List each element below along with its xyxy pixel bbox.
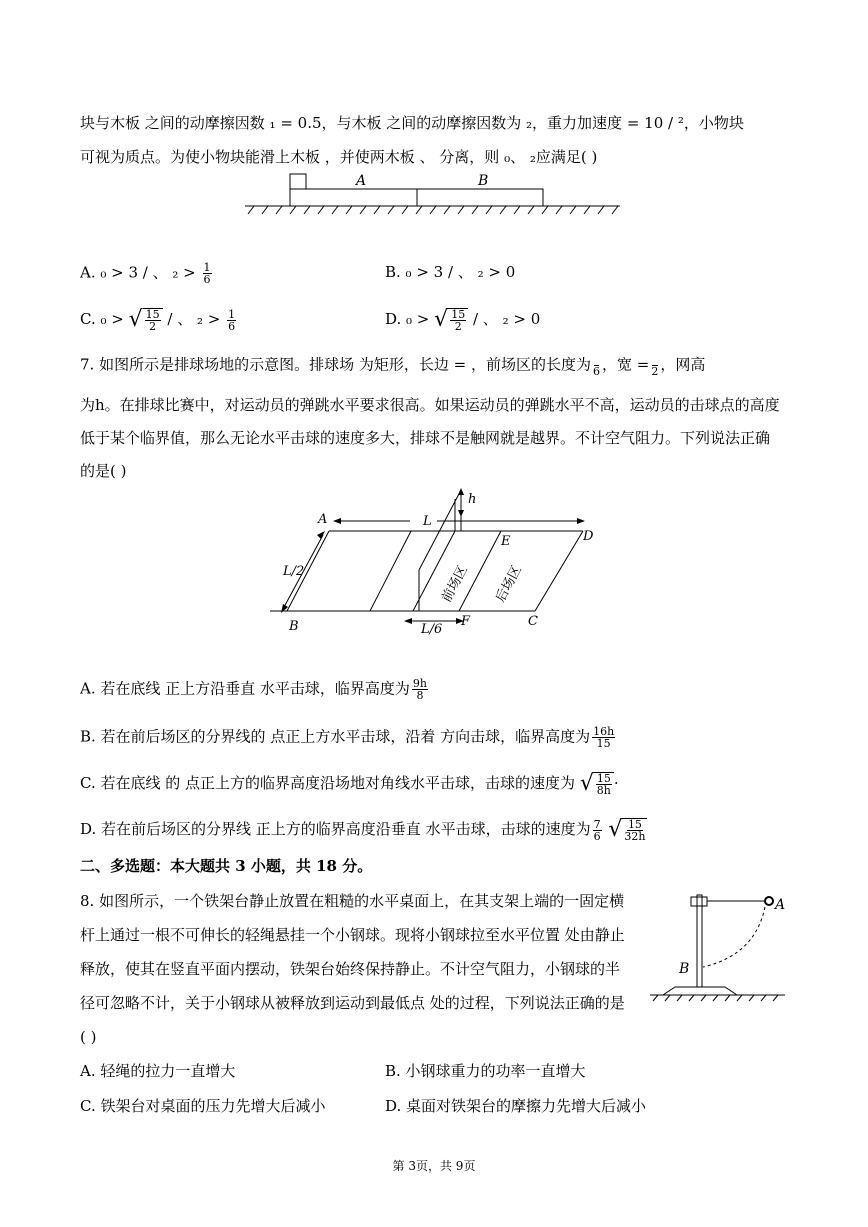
q8-text-line4: 径可忽略不计，关于小钢球从被释放到运动到最低点 处的过程，下列说法正确的是 [80, 994, 625, 1012]
label-b: B [289, 619, 299, 634]
label-a: A [775, 897, 786, 913]
stand-pole [697, 895, 702, 987]
ball-a [765, 897, 773, 905]
clamp [691, 897, 707, 906]
label-board-b: B [478, 173, 489, 189]
swing-path [703, 907, 765, 967]
label-b: B [679, 961, 690, 977]
q6-text-line2: 可视为质点。为使小物块能滑上木板 ，并使两木板 、 分离，则 ₀、 ₂应满足( ) [80, 148, 598, 166]
q8-option-b: B. 小钢球重力的功率一直增大 [385, 1062, 586, 1080]
q8-option-c: C. 铁架台对桌面的压力先增大后减小 [80, 1097, 326, 1115]
q7-option-b: B. 若在前后场区的分界线的 点正上方水平击球，沿着 方向击球，临界高度为 $\frac{16h}{15}$ [80, 725, 615, 750]
label-c: C [528, 614, 538, 629]
court-right-edge [535, 531, 583, 611]
label-f: F [461, 614, 471, 629]
label-front-zone: 前场区 [439, 563, 471, 605]
iron-stand-figure [645, 885, 795, 1005]
page-footer: 第 3页，共 9页 [392, 1159, 476, 1173]
q6-board-figure [240, 172, 625, 217]
q7-option-d: D. 若在前后场区的分界线 正上方的临界高度沿垂直 水平击球，击球的速度为 $\frac{7}{6}$ √ $\frac{15}{32h}$ [80, 817, 646, 843]
q6-option-a: A. ₀ > 3 / 、 ₂ > $\frac{1}{6}$ [80, 261, 211, 286]
q6-option-c: C. ₀ > √ $\frac{15}{2}$ / 、 ₂ > $\frac{1}{6}$ [80, 307, 236, 333]
board-a [290, 189, 417, 206]
label-l: L [423, 514, 432, 529]
q7-text-line2: 为h。在排球比赛中，对运动员的弹跳水平要求很高。如果运动员的弹跳水平不高，运动员的击球点的高度 [80, 396, 780, 414]
attack-line-left [370, 531, 411, 611]
stand-base [663, 987, 737, 995]
q8-text-line5: ( ) [80, 1028, 97, 1046]
section-heading-multi-choice: 二、多选题：本大题共 3 小题，共 18 分。 [80, 857, 373, 875]
q7-option-c: C. 若在底线 的 点正上方的临界高度沿场地对角线水平击球，击球的速度为 √ $\frac{15}{8h}$ · [80, 771, 619, 797]
ground-hatching [248, 206, 618, 214]
label-back-zone: 后场区 [493, 563, 525, 605]
q6-text-line1: 块与木板 之间的动摩擦因数 ₁ = 0.5，与木板 之间的动摩擦因数为 ₂，重力加速度 = 10 / ²，小物块 [80, 114, 744, 132]
q8-text-line3: 释放，使其在竖直平面内摆动，铁架台始终保持静止。不计空气阻力，小钢球的半 [80, 960, 621, 978]
label-d: D [583, 529, 594, 544]
q6-option-d: D. ₀ > √ $\frac{15}{2}$ / 、 ₂ > 0 [385, 307, 541, 333]
q8-option-a: A. 轻绳的拉力一直增大 [80, 1062, 236, 1080]
q7-option-a: A. 若在底线 正上方沿垂直 水平击球，临界高度为 $\frac{9h}{8}$ [80, 677, 428, 702]
small-block [290, 174, 306, 189]
q6-option-b: B. ₀ > 3 / 、 ₂ > 0 [385, 263, 516, 281]
board-b [417, 189, 543, 206]
q7-text-line4: 的是( ) [80, 462, 127, 480]
label-a: A [318, 512, 328, 527]
label-l6: L/6 [421, 622, 443, 637]
label-l2: L/2 [283, 564, 305, 579]
q8-option-d: D. 桌面对铁架台的摩擦力先增大后减小 [385, 1097, 647, 1115]
q8-text-line2: 杆上通过一根不可伸长的轻绳悬挂一个小钢球。现将小钢球拉至水平位置 处由静止 [80, 926, 625, 944]
table-hatching [653, 995, 778, 1001]
q8-text-line1: 8. 如图所示，一个铁架台静止放置在粗糙的水平桌面上，在其支架上端的一固定横 [80, 892, 625, 910]
label-board-a: A [356, 173, 367, 189]
label-e: E [501, 534, 511, 549]
volleyball-court-figure [265, 485, 615, 645]
q7-text-line1: 7. 如图所示是排球场地的示意图。排球场 为矩形，长边 = ，前场区的长度为 6 ，宽 = 2 ，网高 [80, 355, 706, 378]
label-h: h [468, 492, 477, 507]
q7-text-line3: 低于某个临界值，那么无论水平击球的速度多大，排球不是触网就是越界。不计空气阻力。下列说法正确 [80, 429, 771, 447]
